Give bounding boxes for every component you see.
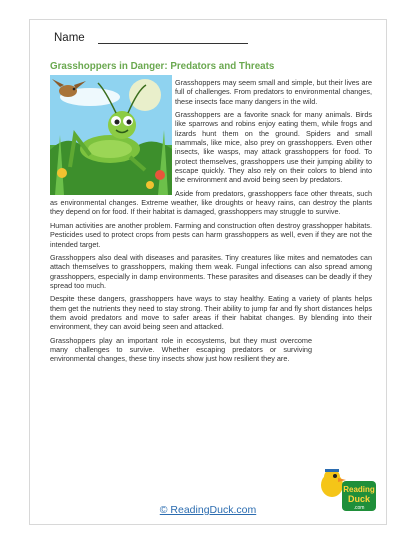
paragraph-1: Grasshoppers may seem small and simple, but their lives are full of challenges. From predators to environmental changes, these insects face many dangers in the wild. — [175, 78, 372, 106]
footer-link[interactable]: © ReadingDuck.com — [159, 504, 257, 516]
worksheet-title: Grasshoppers in Danger: Predators and Threats — [50, 61, 275, 72]
article-body — [50, 68, 372, 368]
paragraph-5: Grasshoppers also deal with diseases and parasites. Tiny creatures like mites and nematodes can attach themselves to grasshoppers, making them weak. Fungal infections can also spread among grasshoppers, especially in damp environments. These parasites and diseases can be deadly if they spread too much. — [50, 252, 372, 290]
paragraph-7: Grasshoppers play an important role in ecosystems, but they must overcome many challenges to survive. Whether escaping predators or surviving environmental changes, these tiny insects show just how resilient they are. — [50, 335, 312, 364]
illustration-spacer — [50, 68, 175, 192]
logo-text-reading: Reading — [343, 485, 375, 494]
paragraph-4: Human activities are another problem. Farming and construction often destroy grasshopper habitats. Pesticides used to protect crops from pests can harm grasshoppers as well, even if they are not the intended target. — [50, 220, 372, 249]
paragraph-2: Grasshoppers are a favorite snack for many animals. Birds like sparrows and robins enjoy eating them, while frogs and lizards hunt them on the ground. Spiders and small mammals, like mice, also prey on grasshoppers. Even other insects, like wasps, may attack grasshoppers for food. To protect themselves, grasshoppers use their jumping ability to escape quickly. They also rely on their colors to blend into the environment and avoid being seen by predators. — [175, 110, 372, 185]
paragraph-6: Despite these dangers, grasshoppers have ways to stay healthy. Eating a variety of plants helps them get the nutrients they need to stay strong. Their ability to jump far and fly short distances helps them avoid predators and move to safer areas if their habitat changes. By blending into their environment, they can avoid being seen and attacked. — [50, 294, 372, 332]
logo-text-com: .com — [353, 505, 365, 511]
paragraph-3: Aside from predators, grasshoppers face other threats, such as environmental changes. Extreme weather, like droughts or heavy rains, can destroy the plants they depend on for food. If their habitat is damaged, grasshoppers may struggle to survive. — [50, 188, 372, 217]
worksheet-page — [29, 19, 387, 525]
reading-duck-logo — [316, 465, 378, 517]
name-line[interactable] — [98, 43, 248, 44]
name-label: Name — [54, 32, 85, 44]
logo-text-duck: Duck — [347, 494, 371, 504]
